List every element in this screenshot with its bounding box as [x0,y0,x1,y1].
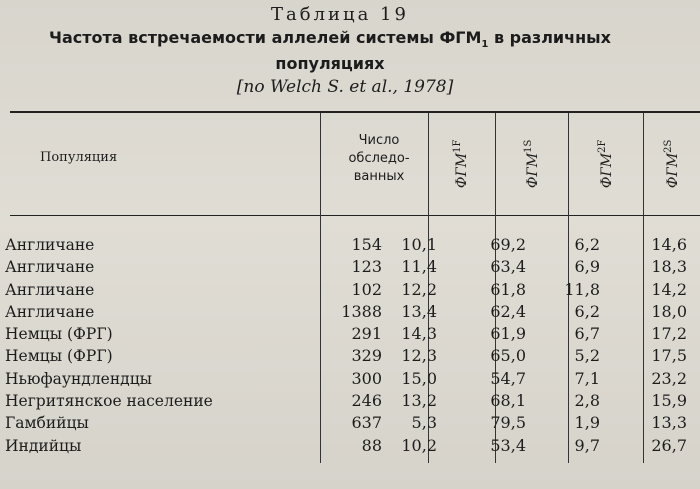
population-cell: Немцы (ФРГ) [5,325,113,344]
allele-2f-cell: 9,7 [574,435,600,455]
count-cell: 1388 [341,301,382,321]
count-cell: 637 [351,413,382,433]
allele-1f-cell: 10,2 [401,435,437,455]
allele-2s-cell: 23,2 [651,368,687,388]
allele-1f-cell: 13,4 [401,301,437,321]
table-row [0,301,700,323]
header-allele-2s: $ФГМ^{2S}$ [663,139,681,189]
table-row [0,368,700,390]
header-allele-1s: $ФГМ^{1S}$ [523,139,541,189]
title-subscript: 1 [481,39,489,51]
allele-2f-cell: 5,2 [574,346,600,366]
allele-2s-cell: 17,5 [651,346,687,366]
title-rest: в различных популяциях [275,28,611,74]
table-caption [0,4,700,98]
header-count-line: ванных [353,169,405,184]
allele-2s-cell: 26,7 [651,435,687,455]
allele-1f-cell: 5,3 [411,413,437,433]
table-row [0,256,700,278]
allele-2s-cell: 14,6 [651,235,687,254]
table-row [0,435,700,457]
count-cell: 329 [351,346,382,366]
header-allele-1f: $ФГМ^{1F}$ [452,139,470,189]
allele-2f-cell: 6,2 [574,235,600,254]
allele-2f-cell: 11,8 [564,279,600,299]
header-count [335,132,423,186]
count-cell: 102 [351,279,382,299]
allele-1f-cell: 12,3 [401,346,437,366]
allele-2s-cell: 14,2 [651,279,687,299]
table-row [0,234,700,256]
population-cell: Негритянское население [5,392,213,411]
allele-2f-cell: 6,9 [574,257,600,277]
count-cell: 88 [361,435,382,455]
table-row [0,412,700,434]
allele-2s-cell: 15,9 [651,391,687,411]
population-cell: Англичане [5,280,95,299]
allele-1s-cell: 61,9 [490,324,526,344]
population-cell: Гамбийцы [5,414,89,433]
header-allele-2f: $ФГМ^{2F}$ [597,139,615,189]
table-source: [по Welch S. et al., 1978] [236,77,454,98]
count-cell: 300 [351,368,382,388]
table-row [0,323,700,345]
count-cell: 246 [351,391,382,411]
allele-1s-cell: 65,0 [490,346,526,366]
allele-2f-cell: 2,8 [574,391,600,411]
population-cell: Ньюфаундлендцы [5,369,153,388]
header-count-line: Число [358,133,400,148]
allele-1f-cell: 11,4 [401,257,437,277]
allele-2s-cell: 17,2 [651,324,687,344]
allele-2s-cell: 18,0 [651,301,687,321]
table-row [0,279,700,301]
population-cell: Англичане [5,258,95,277]
allele-1f-cell: 12,2 [401,279,437,299]
population-cell: Немцы (ФРГ) [5,347,113,366]
allele-2f-cell: 6,2 [574,301,600,321]
allele-2s-cell: 18,3 [651,257,687,277]
allele-1s-cell: 62,4 [490,301,526,321]
allele-1s-cell: 61,8 [490,279,526,299]
count-cell: 123 [351,257,382,277]
title-main: Частота встречаемости аллелей системы ФГМ [49,28,482,47]
table-row [0,345,700,367]
population-cell: Индийцы [5,436,82,455]
count-cell: 291 [351,324,382,344]
allele-2f-cell: 1,9 [574,413,600,433]
allele-1s-cell: 68,1 [490,391,526,411]
allele-1f-cell: 15,0 [401,368,437,388]
allele-1f-cell: 10,1 [401,235,437,254]
header-population: Популяция [40,150,118,165]
allele-1f-cell: 13,2 [401,391,437,411]
allele-2f-cell: 7,1 [574,368,600,388]
allele-1s-cell: 63,4 [490,257,526,277]
allele-1s-cell: 79,5 [490,413,526,433]
table-number: Таблица 19 [271,4,409,25]
table-top-rule [10,111,700,113]
allele-1s-cell: 53,4 [490,435,526,455]
table-row [0,390,700,412]
allele-2s-cell: 13,3 [651,413,687,433]
allele-1s-cell: 54,7 [490,368,526,388]
table-body [0,234,700,457]
table-title [20,28,640,73]
count-cell: 154 [351,235,382,254]
allele-2f-cell: 6,7 [574,324,600,344]
allele-1s-cell: 69,2 [490,235,526,254]
population-cell: Англичане [5,302,95,321]
table-header-rule [10,215,700,216]
header-count-line: обследо- [348,151,410,166]
population-cell: Англичане [5,236,95,254]
allele-1f-cell: 14,3 [401,324,437,344]
